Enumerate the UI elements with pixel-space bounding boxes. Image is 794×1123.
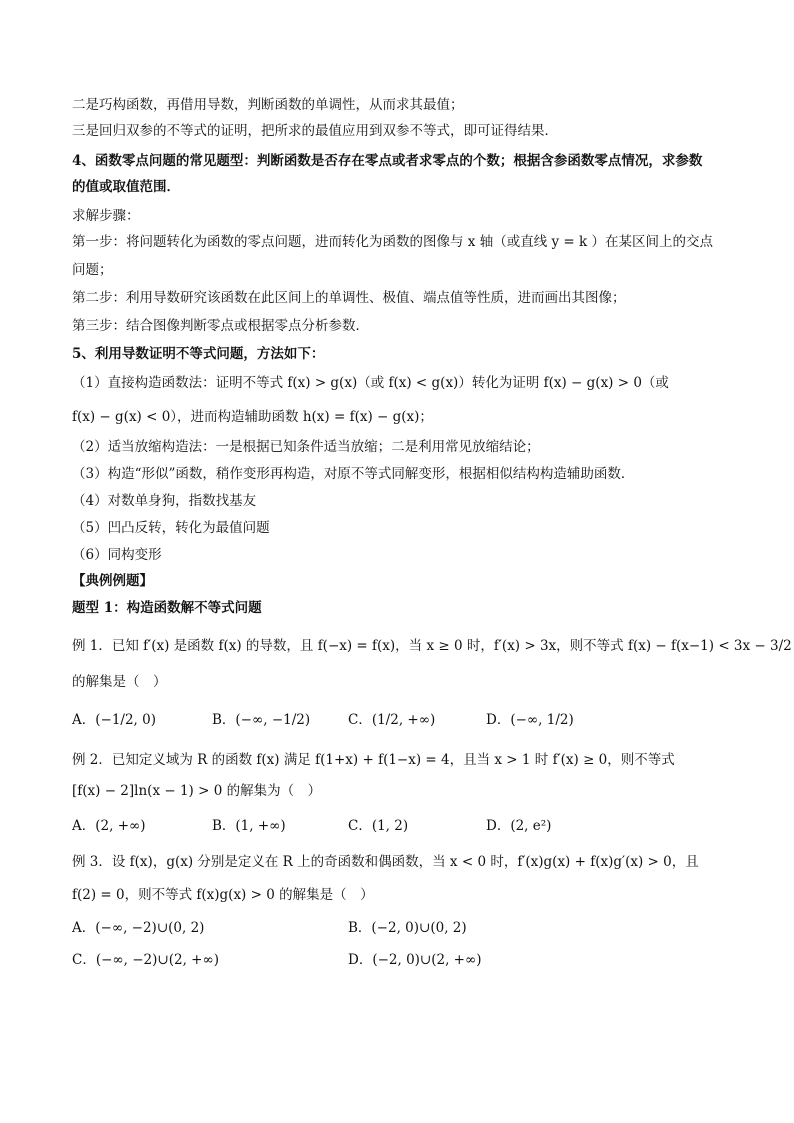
step-2: 第二步：利用导数研究该函数在此区间上的单调性、极值、端点值等性质，进而画出其图像； <box>72 290 626 306</box>
section-heading-4-cont: 的值或取值范围． <box>72 179 180 195</box>
step-3: 第三步：结合图像判断零点或根据零点分析参数． <box>72 318 369 334</box>
example-3-option-d: D．(−2, 0)∪(2, +∞) <box>348 952 482 968</box>
text-line: 二是巧构函数，再借用导数，判断函数的单调性，从而求其最值； <box>72 97 464 113</box>
method-2: （2）适当放缩构造法：一是根据已知条件适当放缩；二是利用常见放缩结论； <box>72 439 540 455</box>
example-3-option-b: B．(−2, 0)∪(0, 2) <box>348 920 467 936</box>
example-1-cont: 的解集是（ ） <box>72 674 167 690</box>
example-2-option-d: D．(2, e²) <box>486 818 552 834</box>
step-1: 第一步：将问题转化为函数的零点问题，进而转化为函数的图像与 x 轴（或直线 y = k ）在某区间上的交点 <box>72 234 713 250</box>
example-2-option-c: C．(1, 2) <box>348 818 409 834</box>
example-3: 例 3．设 f(x)，g(x) 分别是定义在 R 上的奇函数和偶函数，当 x < 0 时，f′(x)g(x) + f(x)g′(x) > 0，且 <box>72 854 699 870</box>
example-1-option-a: A．(−1/2, 0) <box>72 712 156 728</box>
step-1-cont: 问题； <box>72 262 113 278</box>
example-3-option-c: C．(−∞, −2)∪(2, +∞) <box>72 952 219 968</box>
example-2-option-a: A．(2, +∞) <box>72 818 146 834</box>
example-3-option-a: A．(−∞, −2)∪(0, 2) <box>72 920 205 936</box>
example-2-cont: [f(x) − 2]ln(x − 1) > 0 的解集为（ ） <box>72 783 322 799</box>
example-1-option-c: C．(1/2, +∞) <box>348 712 436 728</box>
method-5: （5）凹凸反转，转化为最值问题 <box>72 520 270 536</box>
method-4: （4）对数单身狗，指数找基友 <box>72 493 257 509</box>
text-line: 三是回归双参的不等式的证明，把所求的最值应用到双参不等式，即可证得结果． <box>72 123 558 139</box>
method-6: （6）同构变形 <box>72 547 162 563</box>
examples-heading: 【典例例题】 <box>72 573 153 589</box>
method-1-cont: f(x) − g(x) < 0），进而构造辅助函数 h(x) = f(x) − g(x)； <box>72 409 433 425</box>
example-2-option-b: B．(1, +∞) <box>212 818 286 834</box>
example-1-option-b: B．(−∞, −1/2) <box>212 712 311 728</box>
section-heading-5: 5、利用导数证明不等式问题，方法如下： <box>72 346 325 362</box>
example-2: 例 2．已知定义域为 R 的函数 f(x) 满足 f(1+x) + f(1−x) = 4，且当 x > 1 时 f′(x) ≥ 0，则不等式 <box>72 752 675 768</box>
example-1: 例 1．已知 f′(x) 是函数 f(x) 的导数，且 f(−x) = f(x)，当 x ≥ 0 时，f′(x) > 3x，则不等式 f(x) − f(x−1) < 3x − 3/2 <box>72 638 792 654</box>
section-heading-4: 4、函数零点问题的常见题型：判断函数是否存在零点或者求零点的个数；根据含参函数零点情况，求参数 <box>72 153 703 169</box>
type-1-heading: 题型 1：构造函数解不等式问题 <box>72 600 262 616</box>
example-3-cont: f(2) = 0，则不等式 f(x)g(x) > 0 的解集是（ ） <box>72 887 374 903</box>
method-3: （3）构造“形似”函数，稍作变形再构造，对原不等式同解变形，根据相似结构构造辅助函数． <box>72 466 635 482</box>
text-line: 求解步骤： <box>72 208 140 224</box>
example-1-option-d: D．(−∞, 1/2) <box>486 712 574 728</box>
method-1: （1）直接构造函数法：证明不等式 f(x) > g(x)（或 f(x) < g(x)）转化为证明 f(x) − g(x) > 0（或 <box>72 375 669 391</box>
